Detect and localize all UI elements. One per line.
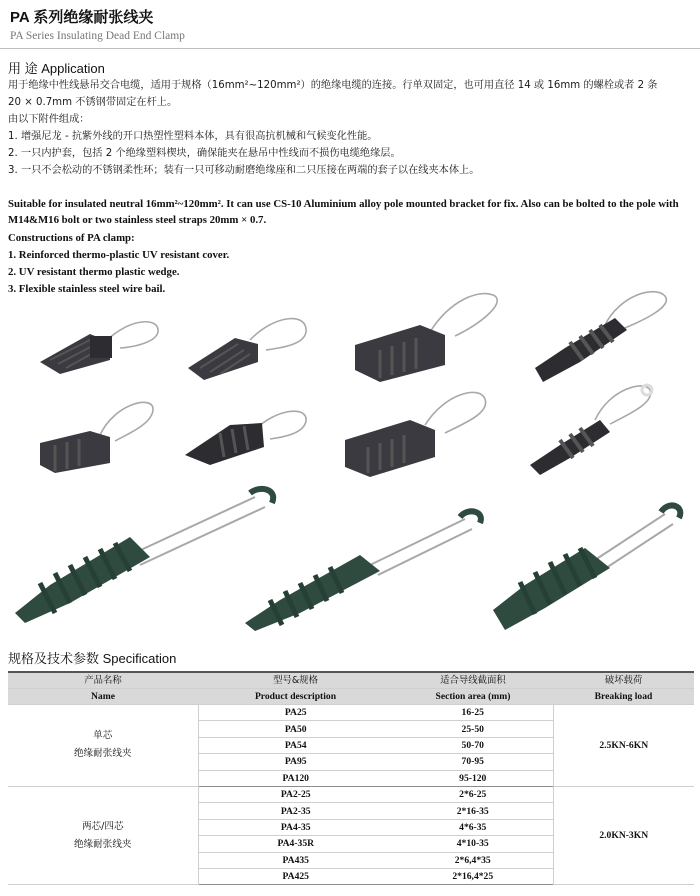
col-header-section-en: Section area (mm) xyxy=(393,689,553,705)
clamp-photo-7 xyxy=(340,385,500,485)
table-row xyxy=(8,786,694,802)
page-title: PA 系列绝缘耐张线夹 xyxy=(10,9,154,26)
col-header-load-cn: 破坏载荷 xyxy=(553,672,694,689)
model-cell: PA2-35 xyxy=(198,803,393,819)
section-cell: 2*6-25 xyxy=(393,786,553,802)
section-cell: 50-70 xyxy=(393,737,553,753)
clamp-photo-2 xyxy=(180,310,320,390)
group-name-single: 单芯 绝缘耐张线夹 xyxy=(8,705,198,787)
group-name-multi: 两芯/四芯 绝缘耐张线夹 xyxy=(8,786,198,884)
clamp-photo-5 xyxy=(35,395,165,480)
section-cell: 70-95 xyxy=(393,754,553,770)
page-header xyxy=(0,0,700,50)
product-photos xyxy=(0,290,700,650)
model-cell: PA95 xyxy=(198,754,393,770)
application-en-line-1: Suitable for insulated neutral 16mm²~120mm². It can use CS-10 Aluminium alloy pole mounted bracket for fix. Also can be bolted to the pole with xyxy=(8,198,679,210)
breaking-load-single: 2.5KN-6KN xyxy=(553,705,694,787)
model-cell: PA4-35R xyxy=(198,836,393,852)
section-cell: 2*16,4*25 xyxy=(393,868,553,884)
section-cell: 2*16-35 xyxy=(393,803,553,819)
model-cell: PA425 xyxy=(198,868,393,884)
section-cell: 95-120 xyxy=(393,770,553,786)
application-cn-line-1: 用于绝缘中性线悬吊交合电缆，适用于规格（16mm²~120mm²）的绝缘电缆的连接。行单双固定，也可用直径 14 或 16mm 的螺栓或者 2 条 xyxy=(8,80,658,91)
section-cell: 25-50 xyxy=(393,721,553,737)
model-cell: PA25 xyxy=(198,705,393,721)
application-cn-line-5: 2. 一只内护套，包括 2 个绝缘塑料楔块，确保能夹在悬吊中性线而不损伤电缆绝缘层。 xyxy=(8,148,401,159)
clamp-photo-3 xyxy=(350,290,510,390)
breaking-load-multi: 2.0KN-3KN xyxy=(553,786,694,884)
section-cell: 4*6-35 xyxy=(393,819,553,835)
clamp-photo-1 xyxy=(30,312,170,382)
application-cn-line-6: 3. 一只不会松动的不锈钢柔性环；装有一只可移动耐磨绝缘座和二只压接在两端的套子以在线夹本体上。 xyxy=(8,165,480,176)
header-divider xyxy=(0,48,700,49)
col-header-load-en: Breaking load xyxy=(553,689,694,705)
application-heading: 用 途 Application xyxy=(8,61,105,76)
application-cn-line-2: 20 × 0.7mm 不锈钢带固定在杆上。 xyxy=(8,97,178,108)
model-cell: PA54 xyxy=(198,737,393,753)
model-cell: PA120 xyxy=(198,770,393,786)
clamp-photo-4 xyxy=(525,290,685,390)
model-cell: PA2-25 xyxy=(198,786,393,802)
model-cell: PA435 xyxy=(198,852,393,868)
application-cn-line-4: 1. 增强尼龙 - 抗紫外线的开口热塑性塑料本体，具有很高抗机械和气候变化性能。 xyxy=(8,131,378,142)
section-cell: 16-25 xyxy=(393,705,553,721)
page-subtitle: PA Series Insulating Dead End Clamp xyxy=(10,30,185,42)
table-row xyxy=(8,705,694,721)
application-en-line-5: 2. UV resistant thermo plastic wedge. xyxy=(8,266,180,278)
specification-heading: 规格及技术参数 Specification xyxy=(8,651,177,666)
col-header-model-en: Product description xyxy=(198,689,393,705)
specification-table xyxy=(8,671,694,885)
clamp-photo-6 xyxy=(180,395,320,475)
clamp-photo-10 xyxy=(240,505,490,635)
clamp-photo-11 xyxy=(485,490,695,640)
col-header-name-en: Name xyxy=(8,689,198,705)
model-cell: PA4-35 xyxy=(198,819,393,835)
col-header-model-cn: 型号&规格 xyxy=(198,672,393,689)
application-en-line-6: 3. Flexible stainless steel wire bail. xyxy=(8,283,166,295)
model-cell: PA50 xyxy=(198,721,393,737)
clamp-photo-8 xyxy=(525,380,665,480)
col-header-section-cn: 适合导线截面积 xyxy=(393,672,553,689)
section-cell: 4*10-35 xyxy=(393,836,553,852)
application-en-line-3: Constructions of PA clamp: xyxy=(8,232,135,244)
application-en-line-4: 1. Reinforced thermo-plastic UV resistant cover. xyxy=(8,249,230,261)
application-en-line-2: M14&M16 bolt or two stainless steel straps 20mm × 0.7. xyxy=(8,214,267,226)
col-header-name-cn: 产品名称 xyxy=(8,672,198,689)
application-cn-line-3: 由以下附件组成： xyxy=(8,114,90,125)
section-cell: 2*6,4*35 xyxy=(393,852,553,868)
